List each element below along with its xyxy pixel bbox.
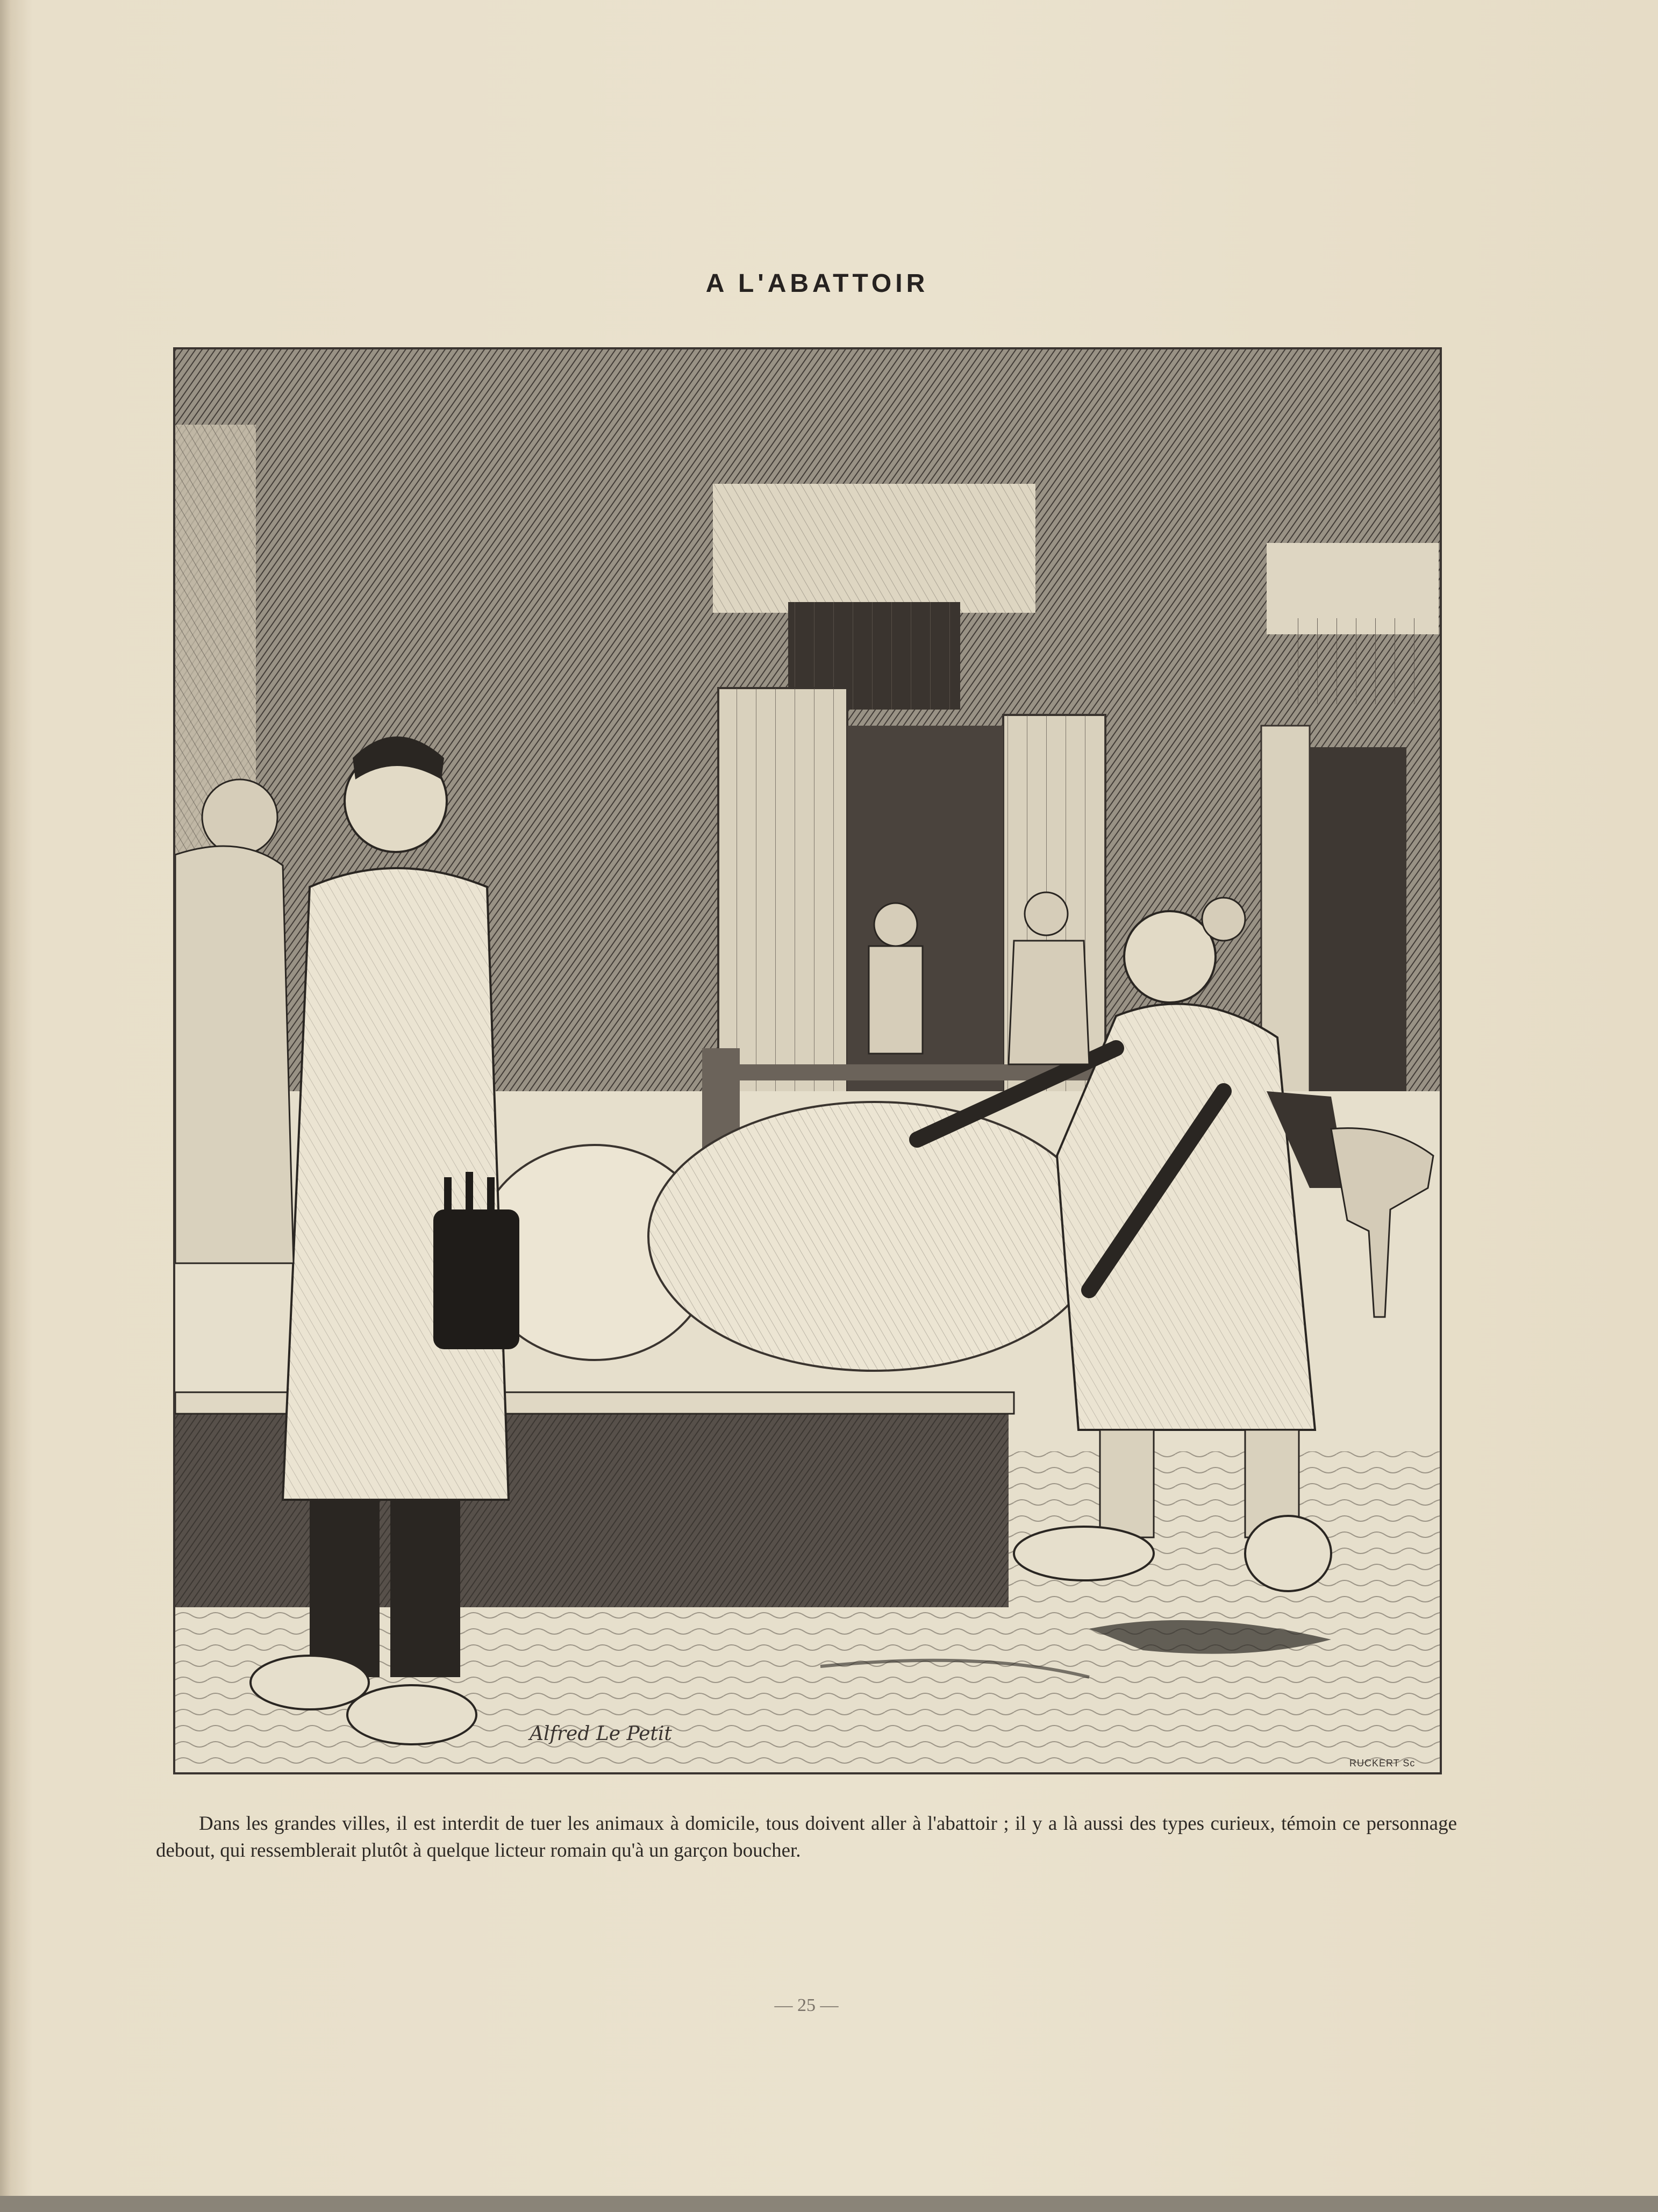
- engraver-credit: RUCKERT Sc: [1349, 1758, 1416, 1769]
- plate-caption: [156, 1810, 1457, 1864]
- slaughterhouse-illustration: [173, 347, 1442, 1774]
- plate-title: A L'ABATTOIR: [705, 269, 929, 298]
- page-number: — 25 —: [774, 1995, 839, 2015]
- artist-signature: Alfred Le Petit: [530, 1723, 672, 1745]
- page-edge: [0, 2196, 1658, 2212]
- caption-text: Dans les grandes villes, il est interdit de tuer les animaux à domicile, tous doivent aller à l'abattoir ; il y a là aussi des types curieux, témoin ce personnage debout, qui ressemblerait plutôt à quelque licteur romain qu'à un garçon boucher.: [156, 1813, 1457, 1862]
